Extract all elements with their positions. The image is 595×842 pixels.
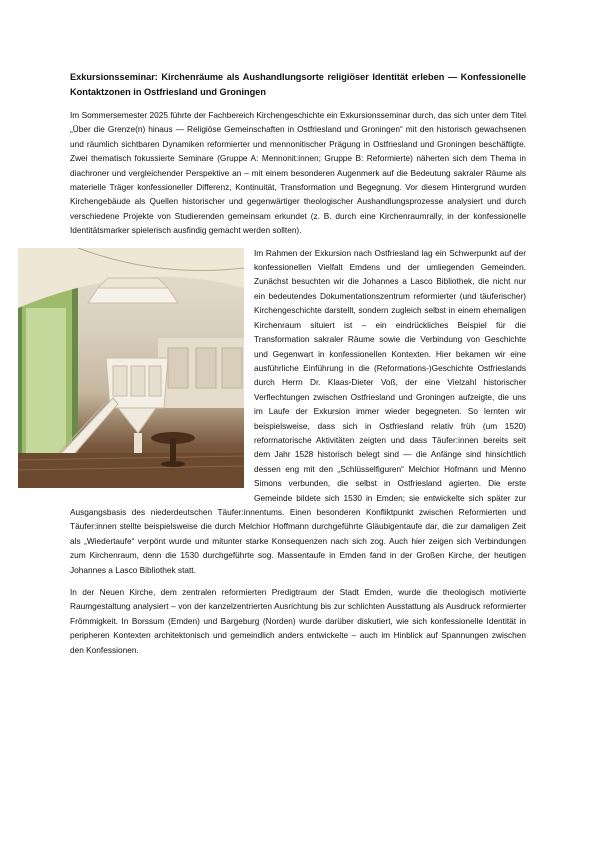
paragraph-3: In der Neuen Kirche, dem zentralen reformierten Predigtraum der Stadt Emden, wurde die theologisch motivierte Raumgestaltung analysiert – von der kanzelzentrierten Ausrichtung bis zur schlichten Ausstattung als Ausdruck reformierter Frömmigkeit. In Borssum (Emden) und Bargeburg (Norden) wurde darüber diskutiert, wie sich konfessionelle Identität in peripheren Kontexten architektonisch und gemeindlich anders entwickelte – auch im Hinblick auf Spannungen zwischen den Konfessionen. [70,587,526,655]
paragraph-2-text: Im Rahmen der Exkursion nach Ostfriesland lag ein Schwerpunkt auf der konfessionellen Vielfalt Emdens und der umliegenden Gemeinden. Zunächst besuchten wir die Johannes a Lasco Bibliothek, die nicht nur ein bedeutendes Dokumentationszentrum reformierter (und täuferischer) Kirchengeschichte darstellt, sondern zugleich selbst in einem ehemaligen Kirchenraum situiert ist – ein eindrückliches Beispiel für die Transformation sakraler Räume sowie die Verbindung von Geschichte und Gegenwart in konfessionellen Kontexten. Hier bekamen wir eine ausführliche Einführung in die (Reformations-)Geschichte Ostfrieslands durch Herrn Dr. Klaas-Dieter Voß, der eine Vielzahl historischer Verflechtungen zwischen Ostfriesland und Groningen aufzeigte, die uns im Laufe der Exkursion immer wieder begegneten. So lernten wir beispielsweise, dass sich in Ostfriesland relativ früh (um 1520) reformatorische Aktivitäten zeigten und dass Täufer:innen bereits seit dem Jahr 1528 historisch belegt sind — die Anfänge sind hinsichtlich dessen eng mit den „Schlüsselfiguren“ Melchior Hofmann und Menno Simons verbunden, die selbst in Ostfriesland agierten. Die erste Gemeinde bildete sich 1530 in Emden; sie entwickelte sich später zur Ausgangsbasis des niederdeutschen Täufer:innentums. Einen besonderen Konfliktpunkt zwischen Reformierten und Täufer:innen stellte beispielsweise die durch Melchior Hoffmann durchgeführte Gläubigentaufe dar, die zur damaligen Zeit als „Wiedertaufe“ verpönt wurde und mitunter starke Konsequenzen nach sich zog. Auch hier zeigen sich Verbindungen zum Kirchenraum, denn die 1530 durchgeführte sog. Massentaufe in Emden fand in der Großen Kirche, der heutigen Johannes a Lasco Bibliothek statt. [70,247,526,575]
church-pulpit-photo [18,248,244,488]
paragraph-2 [70,246,526,577]
document-title: Exkursionsseminar: Kirchenräume als Aushandlungsorte religiöser Identität erleben — Konfessionelle Kontaktzonen in Ostfriesland und Groningen [70,72,526,97]
document-page [70,70,526,657]
paragraph-1: Im Sommersemester 2025 führte der Fachbereich Kirchengeschichte ein Exkursionsseminar durch, das sich unter dem Titel „Über die Grenze(n) hinaus — Religiöse Gemeinschaften in Ostfriesland und Groningen“ mit den historisch gewachsenen und räumlich sichtbaren Dynamiken reformierter und mennonitischer Prägung in Ostfriesland und Groningen beschäftigte. Zwei thematisch fokussierte Seminare (Gruppe A: Mennonit:innen; Gruppe B: Reformierte) näherten sich dem Thema in diachroner und vergleichender Perspektive an – mit einem besonderen Augenmerk auf die Bedeutung sakraler Räume als materielle Träger konfessioneller Differenz, Kontinuität, Transformation und Begegnung. Vor diesem Hintergrund wurden Kirchengebäude als Quellen historischer und gegenwärtiger theologischer Aushandlungsprozesse analysiert und durch verschiedene Projekte von Studierenden gemeinsam erkundet (z. B. durch eine Kirchenraumrally, in der konfessionelle Identitätsmarker spielerisch ausfindig gemacht werden sollten). [70,110,526,236]
